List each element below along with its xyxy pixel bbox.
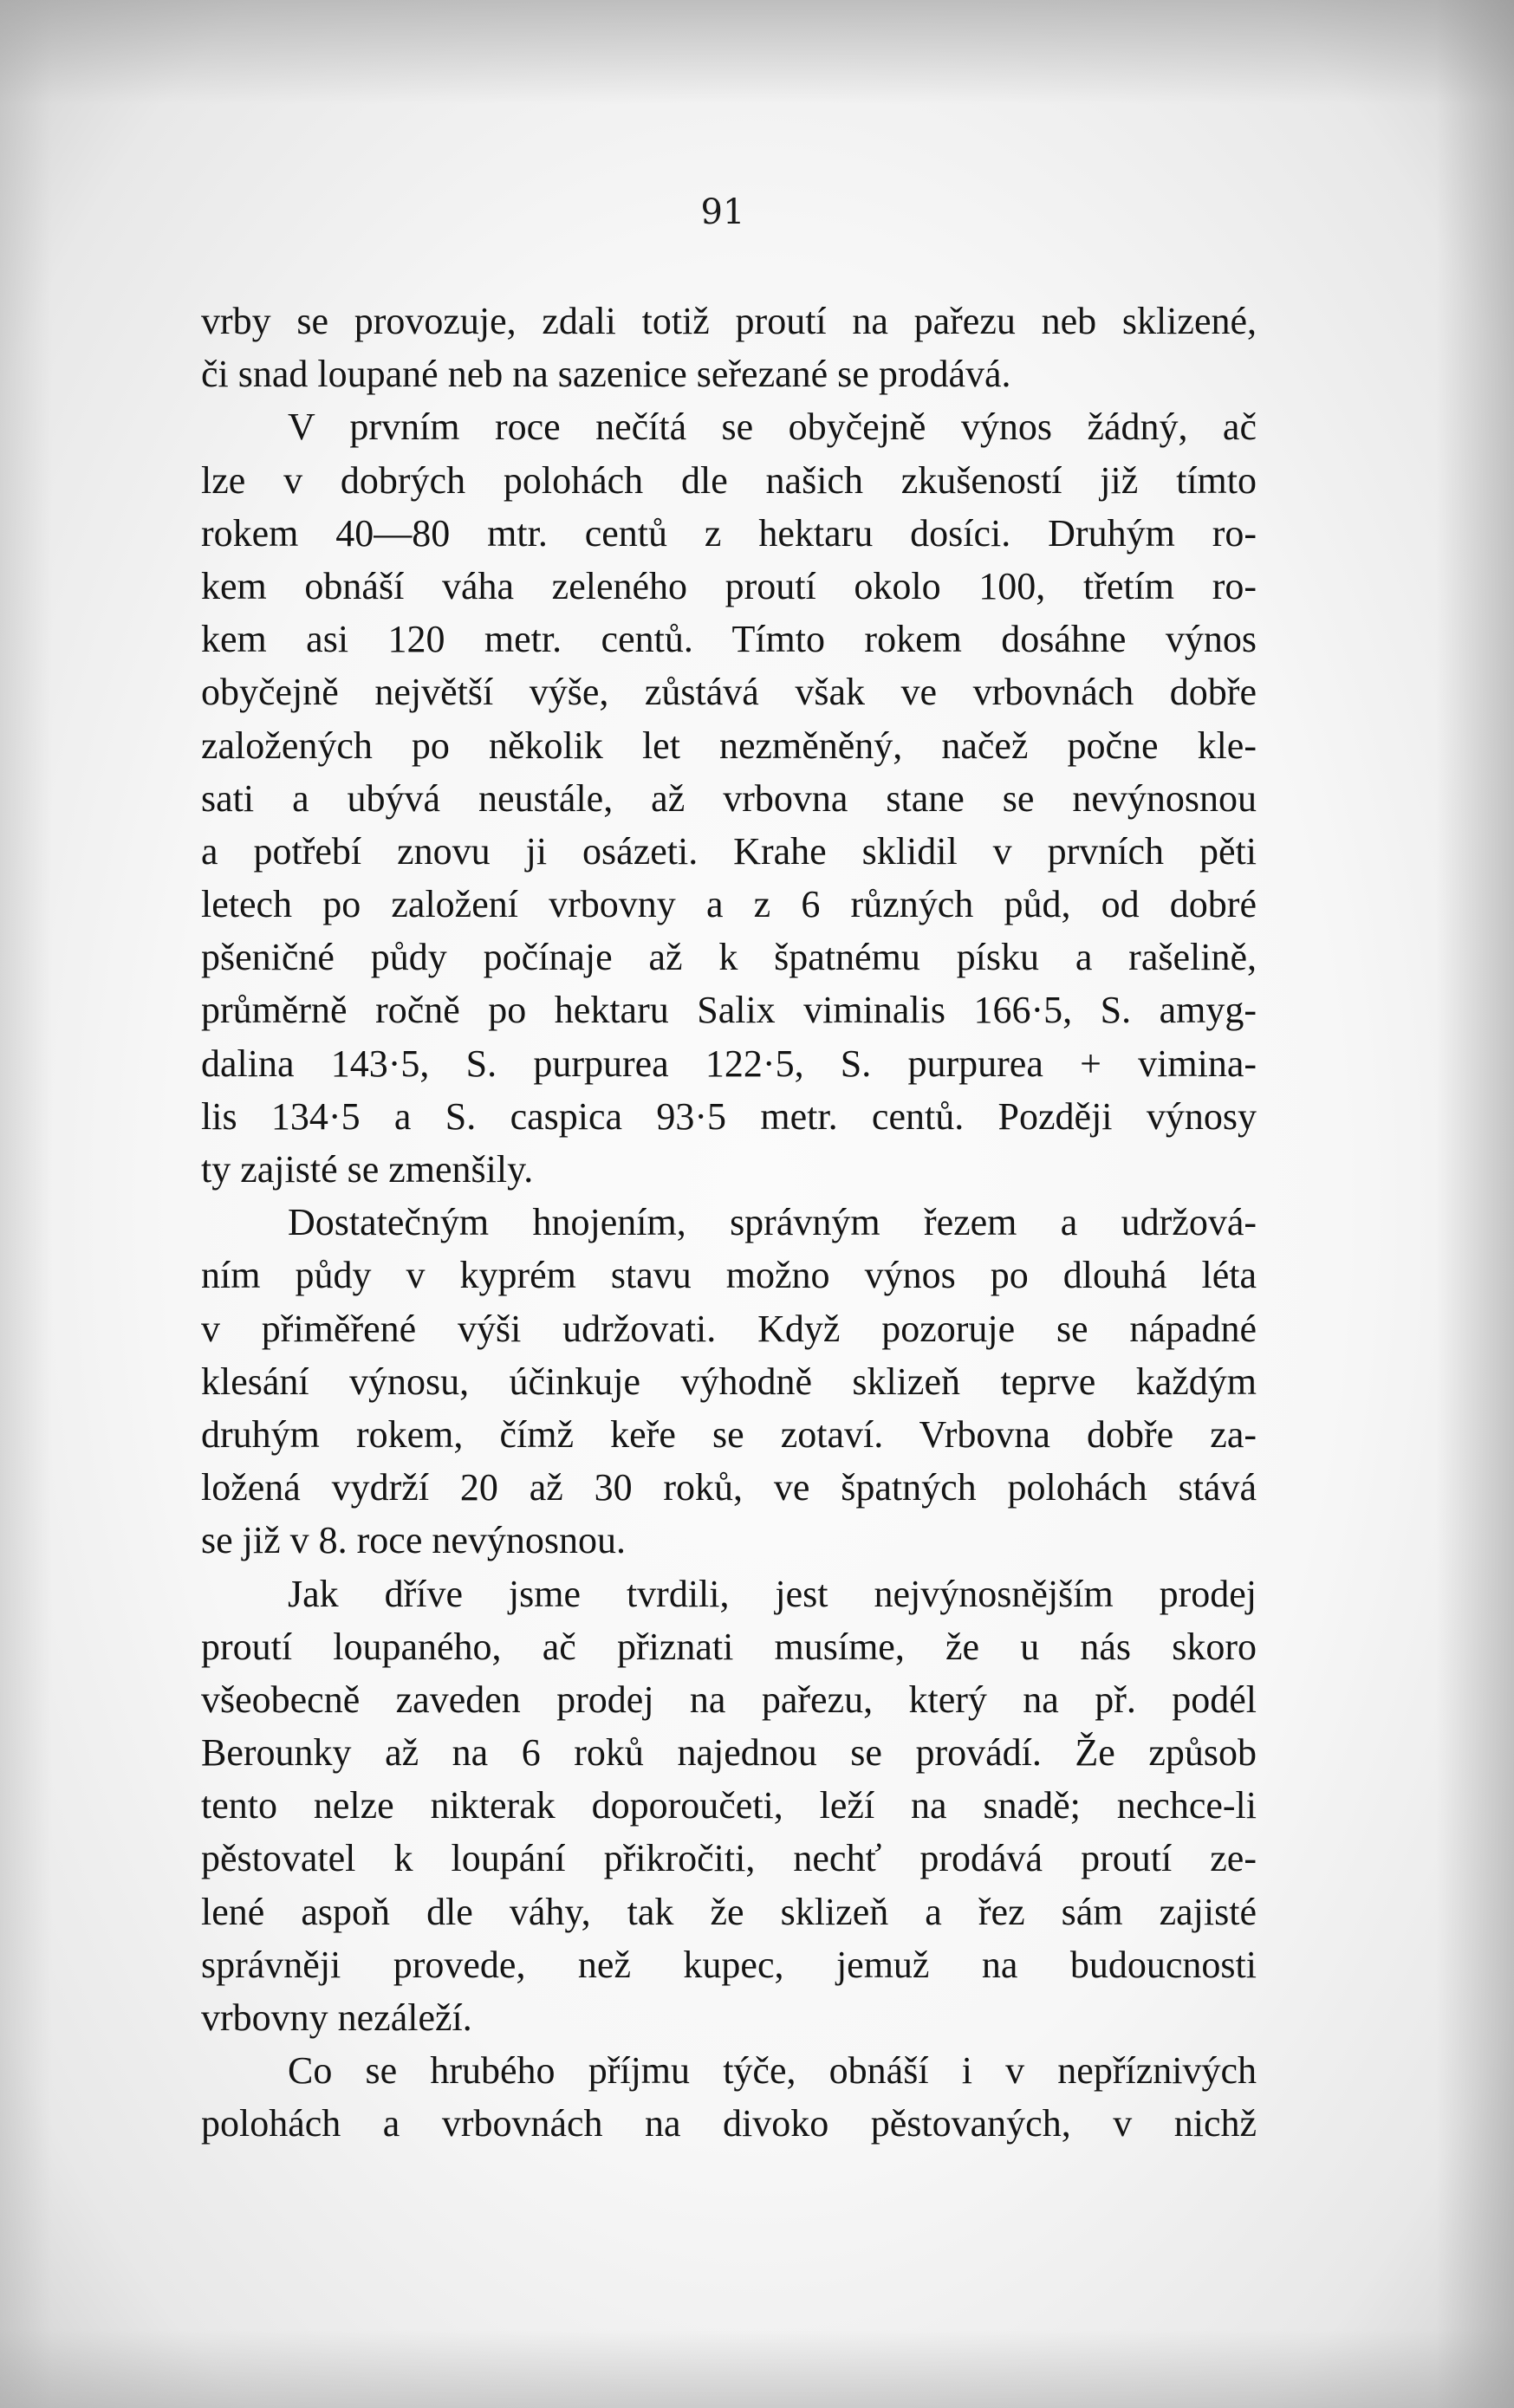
- text-line: Dostatečným hnojením, správným řezem a udržová-: [288, 1201, 1257, 1244]
- scan-shadow-top: [0, 0, 1514, 104]
- text-line: všeobecně zaveden prodej na pařezu, který na př. podél: [201, 1678, 1257, 1721]
- text-line: Berounky až na 6 roků najednou se provádí. Že způsob: [201, 1731, 1257, 1775]
- page-number: 91: [700, 192, 745, 232]
- text-line: správněji provede, než kupec, jemuž na budoucnosti: [201, 1943, 1257, 1986]
- text-line: lis 134·5 a S. caspica 93·5 metr. centů. Později výnosy: [201, 1094, 1257, 1138]
- text-line: vrbovny nezáleží.: [201, 1996, 472, 2039]
- text-line: průměrně ročně po hektaru Salix viminalis 166·5, S. amyg-: [201, 989, 1257, 1032]
- text-line: dalina 143·5, S. purpurea 122·5, S. purpurea + vimina-: [201, 1042, 1257, 1085]
- text-line: klesání výnosu, účinkuje výhodně sklizeň teprve každým: [201, 1360, 1257, 1403]
- text-line: Jak dříve jsme tvrdili, jest nejvýnosnějším prodej: [288, 1572, 1257, 1615]
- text-line: sati a ubývá neustále, až vrbovna stane se nevýnosnou: [201, 776, 1257, 820]
- text-line: Co se hrubého příjmu týče, obnáší i v nepříznivých: [288, 2049, 1257, 2093]
- text-line: letech po založení vrbovny a z 6 různých půd, od dobré: [201, 883, 1257, 926]
- text-line: se již v 8. roce nevýnosnou.: [201, 1519, 626, 1562]
- text-line: ním půdy v kyprém stavu možno výnos po dlouhá léta: [201, 1254, 1257, 1297]
- scan-shadow-bottom: [0, 2330, 1514, 2408]
- text-line: pšeničné půdy počínaje až k špatnému písku a rašelině,: [201, 936, 1257, 979]
- text-line: tento nelze nikterak doporoučeti, leží na snadě; nechce-li: [201, 1784, 1257, 1827]
- text-line: ložená vydrží 20 až 30 roků, ve špatných polohách stává: [201, 1466, 1257, 1509]
- text-line: ty zajisté se zmenšily.: [201, 1148, 534, 1191]
- text-line: vrby se provozuje, zdali totiž proutí na pařezu neb sklizené,: [201, 300, 1257, 342]
- scan-shadow-right: [1436, 0, 1514, 2408]
- text-line: v přiměřené výši udržovati. Když pozoruje se nápadné: [201, 1307, 1257, 1350]
- text-line: a potřebí znovu ji osázeti. Krahe sklidil v prvních pěti: [201, 829, 1257, 873]
- text-line: lené aspoň dle váhy, tak že sklizeň a řez sám zajisté: [201, 1890, 1257, 1933]
- text-line: polohách a vrbovnách na divoko pěstovaných, v nichž: [201, 2102, 1257, 2145]
- text-line: V prvním roce nečítá se obyčejně výnos žádný, ač: [288, 406, 1257, 449]
- text-line: lze v dobrých polohách dle našich zkušeností již tímto: [201, 458, 1257, 502]
- text-line: rokem 40—80 mtr. centů z hektaru dosíci. Druhým ro-: [201, 511, 1257, 555]
- text-line: obyčejně největší výše, zůstává však ve vrbovnách dobře: [201, 671, 1257, 714]
- text-line: druhým rokem, čímž keře se zotaví. Vrbovna dobře za-: [201, 1412, 1257, 1456]
- text-line: kem obnáší váha zeleného proutí okolo 100, třetím ro-: [201, 564, 1257, 607]
- text-line: proutí loupaného, ač přiznati musíme, že u nás skoro: [201, 1625, 1257, 1668]
- text-line: či snad loupané neb na sazenice seřezané se prodává.: [201, 353, 1011, 396]
- scan-shadow-left: [0, 0, 52, 2408]
- text-line: pěstovatel k loupání přikročiti, nechť prodává proutí ze-: [201, 1837, 1257, 1880]
- body-text: [201, 295, 1257, 2151]
- text-line: kem asi 120 metr. centů. Tímto rokem dosáhne výnos: [201, 618, 1257, 661]
- text-line: založených po několik let nezměněný, načež počne kle-: [201, 724, 1257, 767]
